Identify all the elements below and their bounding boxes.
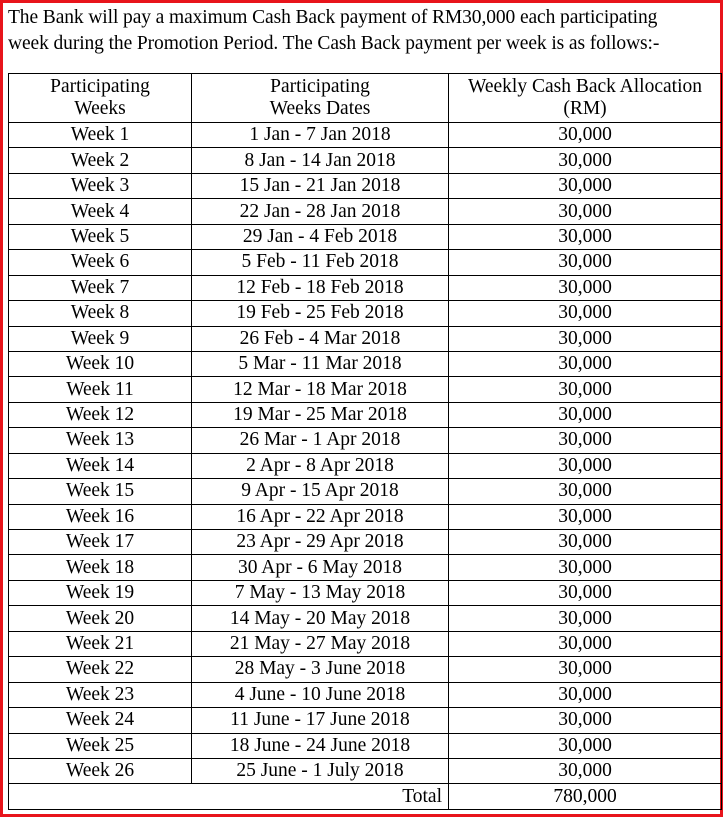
- table-row: [9, 275, 722, 300]
- allocation-cell: 30,000: [449, 657, 722, 682]
- week-cell: Week 10: [9, 351, 192, 376]
- table-row: [9, 631, 722, 656]
- dates-cell: 22 Jan - 28 Jan 2018: [192, 199, 449, 224]
- week-cell: Week 25: [9, 733, 192, 758]
- dates-cell: 29 Jan - 4 Feb 2018: [192, 224, 449, 249]
- allocation-cell: 30,000: [449, 173, 722, 198]
- week-cell: Week 20: [9, 606, 192, 631]
- intro-line-1: The Bank will pay a maximum Cash Back payment of RM30,000 each participating: [8, 7, 658, 28]
- table-row: [9, 377, 722, 402]
- dates-cell: 2 Apr - 8 Apr 2018: [192, 453, 449, 478]
- dates-cell: 30 Apr - 6 May 2018: [192, 555, 449, 580]
- dates-cell: 5 Feb - 11 Feb 2018: [192, 250, 449, 275]
- allocation-cell: 30,000: [449, 326, 722, 351]
- week-cell: Week 21: [9, 631, 192, 656]
- table-row: [9, 428, 722, 453]
- week-cell: Week 6: [9, 250, 192, 275]
- table-row: [9, 657, 722, 682]
- week-cell: Week 11: [9, 377, 192, 402]
- dates-cell: 23 Apr - 29 Apr 2018: [192, 530, 449, 555]
- table-row: [9, 250, 722, 275]
- dates-cell: 18 June - 24 June 2018: [192, 733, 449, 758]
- week-cell: Week 17: [9, 530, 192, 555]
- dates-cell: 14 May - 20 May 2018: [192, 606, 449, 631]
- allocation-cell: 30,000: [449, 428, 722, 453]
- dates-cell: 8 Jan - 14 Jan 2018: [192, 148, 449, 173]
- table-header: [9, 74, 722, 123]
- table-row: [9, 580, 722, 605]
- dates-cell: 12 Feb - 18 Feb 2018: [192, 275, 449, 300]
- header-allocation: [449, 74, 722, 123]
- allocation-cell: 30,000: [449, 351, 722, 376]
- total-label: Total: [9, 784, 449, 809]
- table-row: [9, 199, 722, 224]
- dates-cell: 7 May - 13 May 2018: [192, 580, 449, 605]
- allocation-cell: 30,000: [449, 148, 722, 173]
- dates-cell: 16 Apr - 22 Apr 2018: [192, 504, 449, 529]
- allocation-cell: 30,000: [449, 606, 722, 631]
- intro-paragraph: [8, 5, 720, 57]
- total-row: [9, 784, 722, 809]
- table-row: [9, 453, 722, 478]
- header-dates: [192, 74, 449, 123]
- allocation-cell: 30,000: [449, 199, 722, 224]
- dates-cell: 9 Apr - 15 Apr 2018: [192, 479, 449, 504]
- dates-cell: 11 June - 17 June 2018: [192, 708, 449, 733]
- week-cell: Week 19: [9, 580, 192, 605]
- week-cell: Week 22: [9, 657, 192, 682]
- allocation-cell: 30,000: [449, 301, 722, 326]
- allocation-cell: 30,000: [449, 758, 722, 783]
- allocation-cell: 30,000: [449, 377, 722, 402]
- week-cell: Week 9: [9, 326, 192, 351]
- week-cell: Week 26: [9, 758, 192, 783]
- header-weeks-line-1: Participating: [50, 76, 150, 97]
- week-cell: Week 16: [9, 504, 192, 529]
- table-body: [9, 123, 722, 784]
- week-cell: Week 3: [9, 173, 192, 198]
- allocation-cell: 30,000: [449, 275, 722, 300]
- dates-cell: 5 Mar - 11 Mar 2018: [192, 351, 449, 376]
- dates-cell: 4 June - 10 June 2018: [192, 682, 449, 707]
- dates-cell: 1 Jan - 7 Jan 2018: [192, 123, 449, 148]
- week-cell: Week 12: [9, 402, 192, 427]
- table-footer: [9, 784, 722, 809]
- table-row: [9, 224, 722, 249]
- dates-cell: 15 Jan - 21 Jan 2018: [192, 173, 449, 198]
- allocation-cell: 30,000: [449, 530, 722, 555]
- allocation-cell: 30,000: [449, 123, 722, 148]
- table-row: [9, 326, 722, 351]
- table-row: [9, 479, 722, 504]
- dates-cell: 25 June - 1 July 2018: [192, 758, 449, 783]
- allocation-cell: 30,000: [449, 682, 722, 707]
- table-row: [9, 148, 722, 173]
- header-dates-line-2: Weeks Dates: [269, 98, 371, 119]
- table-row: [9, 733, 722, 758]
- table-row: [9, 123, 722, 148]
- week-cell: Week 8: [9, 301, 192, 326]
- table-row: [9, 758, 722, 783]
- dates-cell: 26 Mar - 1 Apr 2018: [192, 428, 449, 453]
- allocation-cell: 30,000: [449, 555, 722, 580]
- allocation-cell: 30,000: [449, 708, 722, 733]
- header-allocation-line-1: Weekly Cash Back Allocation: [468, 76, 702, 97]
- table-row: [9, 351, 722, 376]
- dates-cell: 19 Feb - 25 Feb 2018: [192, 301, 449, 326]
- table-row: [9, 708, 722, 733]
- header-weeks-line-2: Weeks: [74, 98, 126, 119]
- table-row: [9, 555, 722, 580]
- dates-cell: 28 May - 3 June 2018: [192, 657, 449, 682]
- week-cell: Week 4: [9, 199, 192, 224]
- week-cell: Week 1: [9, 123, 192, 148]
- table-row: [9, 301, 722, 326]
- week-cell: Week 13: [9, 428, 192, 453]
- header-weeks: [9, 74, 192, 123]
- dates-cell: 21 May - 27 May 2018: [192, 631, 449, 656]
- allocation-cell: 30,000: [449, 453, 722, 478]
- week-cell: Week 24: [9, 708, 192, 733]
- table-row: [9, 173, 722, 198]
- week-cell: Week 18: [9, 555, 192, 580]
- table-row: [9, 682, 722, 707]
- week-cell: Week 15: [9, 479, 192, 504]
- week-cell: Week 5: [9, 224, 192, 249]
- allocation-cell: 30,000: [449, 631, 722, 656]
- allocation-cell: 30,000: [449, 504, 722, 529]
- dates-cell: 26 Feb - 4 Mar 2018: [192, 326, 449, 351]
- allocation-cell: 30,000: [449, 224, 722, 249]
- allocation-cell: 30,000: [449, 580, 722, 605]
- header-dates-line-1: Participating: [270, 76, 370, 97]
- table-row: [9, 504, 722, 529]
- table-row: [9, 530, 722, 555]
- header-row: [9, 74, 722, 123]
- header-allocation-line-2: (RM): [563, 98, 607, 119]
- week-cell: Week 2: [9, 148, 192, 173]
- dates-cell: 19 Mar - 25 Mar 2018: [192, 402, 449, 427]
- allocation-cell: 30,000: [449, 479, 722, 504]
- cash-back-table: [8, 73, 722, 810]
- allocation-cell: 30,000: [449, 250, 722, 275]
- week-cell: Week 14: [9, 453, 192, 478]
- week-cell: Week 7: [9, 275, 192, 300]
- allocation-cell: 30,000: [449, 733, 722, 758]
- allocation-cell: 30,000: [449, 402, 722, 427]
- table-row: [9, 606, 722, 631]
- total-value: 780,000: [449, 784, 722, 809]
- intro-line-2: week during the Promotion Period. The Cash Back payment per week is as follows:-: [8, 33, 660, 54]
- week-cell: Week 23: [9, 682, 192, 707]
- dates-cell: 12 Mar - 18 Mar 2018: [192, 377, 449, 402]
- table-row: [9, 402, 722, 427]
